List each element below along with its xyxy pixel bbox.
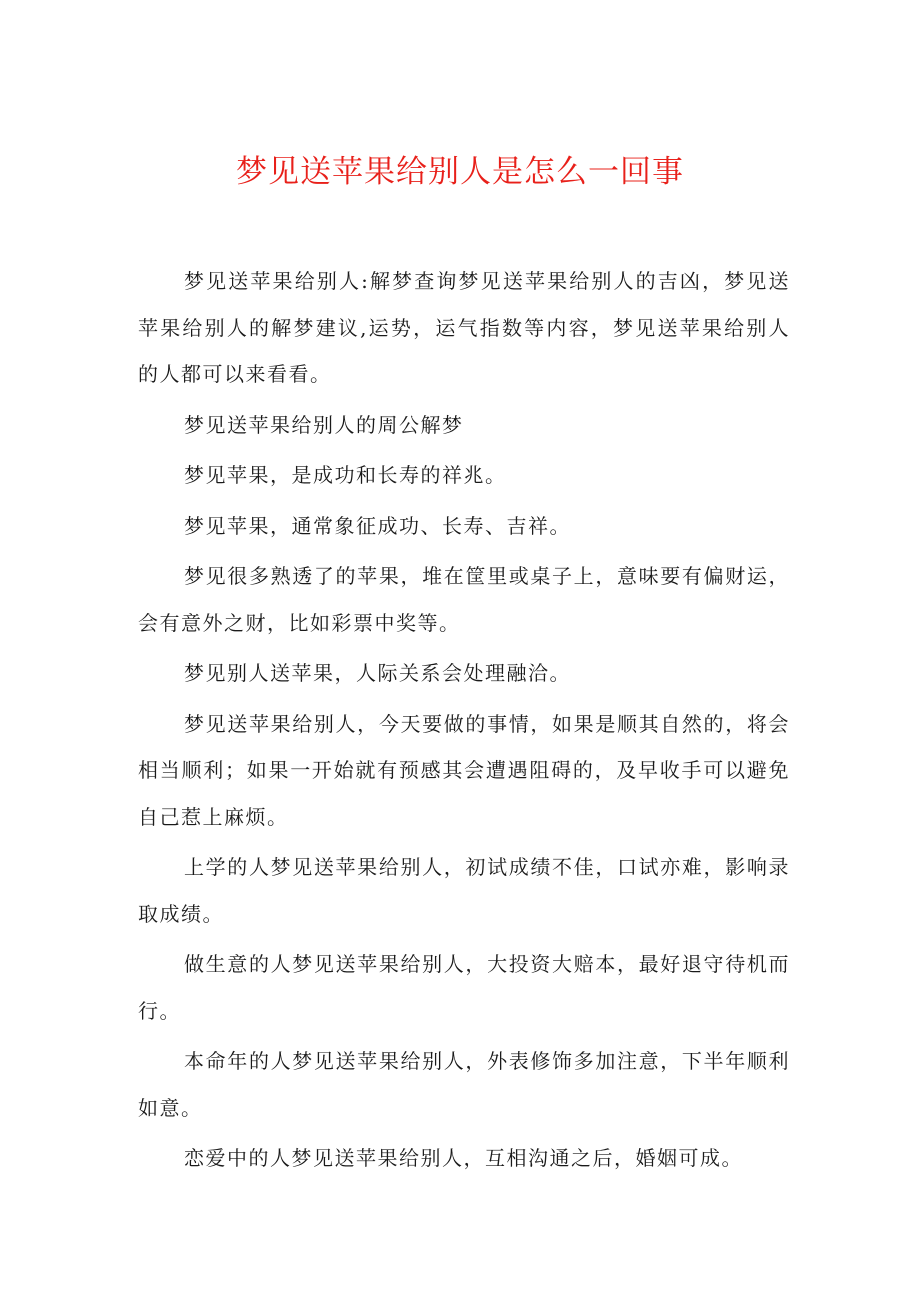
paragraph: 梦见很多熟透了的苹果，堆在筐里或桌子上，意味要有偏财运，会有意外之财，比如彩票中奖等。 (138, 564, 790, 635)
paragraph: 梦见送苹果给别人，今天要做的事情，如果是顺其自然的，将会相当顺利；如果一开始就有预感其会遭遇阻碍的，及早收手可以避免自己惹上麻烦。 (138, 711, 790, 829)
article-body (138, 258, 790, 1186)
paragraph-subheading: 梦见送苹果给别人的周公解梦 (184, 412, 464, 437)
page-title: 梦见送苹果给别人是怎么一回事 (236, 154, 684, 190)
paragraph: 本命年的人梦见送苹果给别人，外表修饰多加注意，下半年顺利如意。 (138, 1049, 790, 1120)
paragraph-intro: 梦见送苹果给别人:解梦查询梦见送苹果给别人的吉凶，梦见送苹果给别人的解梦建议,运势，运气指数等内容，梦见送苹果给别人的人都可以来看看。 (138, 269, 790, 386)
paragraph: 梦见苹果，是成功和长寿的祥兆。 (184, 463, 507, 487)
paragraph: 上学的人梦见送苹果给别人，初试成绩不佳，口试亦难，影响录取成绩。 (138, 855, 790, 926)
paragraph: 梦见苹果，通常象征成功、长寿、吉祥。 (184, 513, 571, 538)
paragraph: 恋爱中的人梦见送苹果给别人，互相沟通之后，婚姻可成。 (184, 1146, 743, 1170)
paragraph: 梦见别人送苹果，人际关系会处理融洽。 (184, 661, 571, 685)
paragraph: 做生意的人梦见送苹果给别人，大投资大赔本，最好退守待机而行。 (138, 952, 790, 1023)
